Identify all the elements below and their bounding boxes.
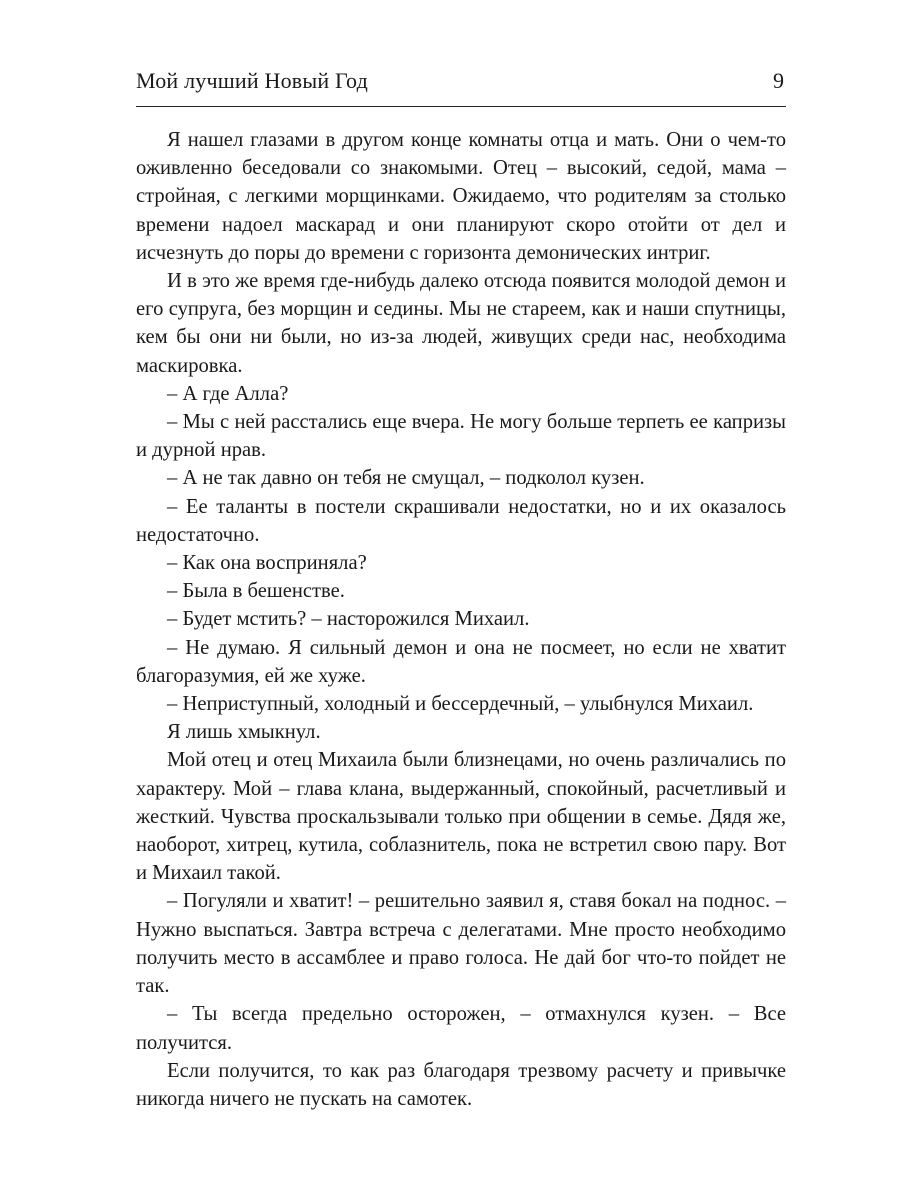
dialogue-line: – Будет мстить? – насторожился Михаил. xyxy=(167,608,530,631)
dialogue-line: – А где Алла? xyxy=(167,382,289,405)
dialogue-line: – Погуляли и хватит! – решительно заявил я, ставя бокал на поднос. – Нужно выспаться. Завтра встреча с делегатами. Мне просто необходимо получить место в ассамблее и право голоса. Не дай бог что-то пойдет не так. xyxy=(136,890,786,998)
dialogue-line: – А не так давно он тебя не смущал, – подколол кузен. xyxy=(167,467,645,490)
dialogue-line: – Ее таланты в постели скрашивали недостатки, но и их оказалось недостаточно. xyxy=(136,495,786,546)
paragraph: И в это же время где-нибудь далеко отсюда появится молодой демон и его супруга, без морщин и седины. Мы не стареем, как и наши спутницы, кем бы они ни были, но из-за людей, живущих среди нас, необходима маскировка. xyxy=(136,270,786,377)
body-text xyxy=(136,126,786,1113)
dialogue-line: – Ты всегда предельно осторожен, – отмахнулся кузен. – Все получится. xyxy=(136,1003,786,1054)
paragraph: Если получится, то как раз благодаря трезвому расчету и привычке никогда ничего не пускать на самотек. xyxy=(136,1059,786,1110)
dialogue-line: – Неприступный, холодный и бессердечный, – улыбнулся Михаил. xyxy=(167,693,754,716)
paragraph: Я лишь хмыкнул. xyxy=(167,721,321,744)
header-divider xyxy=(136,106,786,107)
paragraph: Мой отец и отец Михаила были близнецами, но очень различались по характеру. Мой – глава клана, выдержанный, спокойный, расчетливый и жесткий. Чувства проскальзывали только при общении в семье. Дядя же, наоборот, хитрец, кутила, соблазнитель, пока не встретил свою пару. Вот и Михаил такой. xyxy=(136,749,786,885)
page-number: 9 xyxy=(773,68,784,93)
dialogue-line: – Мы с ней расстались еще вчера. Не могу больше терпеть ее капризы и дурной нрав. xyxy=(136,411,786,462)
page-header xyxy=(136,64,786,104)
paragraph: Я нашел глазами в другом конце комнаты отца и мать. Они о чем-то оживленно беседовали со знакомыми. Отец – высокий, седой, мама – стройная, с легкими морщинками. Ожидаемо, что родителям за столько времени надоел маскарад и они планируют скоро отойти от дел и исчезнуть до поры до времени с горизонта демонических интриг. xyxy=(136,129,786,264)
dialogue-line: – Была в бешенстве. xyxy=(167,580,345,603)
dialogue-line: – Не думаю. Я сильный демон и она не посмеет, но если не хватит благоразумия, ей же хуже. xyxy=(136,636,786,687)
dialogue-line: – Как она восприняла? xyxy=(167,552,367,575)
running-title: Мой лучший Новый Год xyxy=(136,68,368,93)
